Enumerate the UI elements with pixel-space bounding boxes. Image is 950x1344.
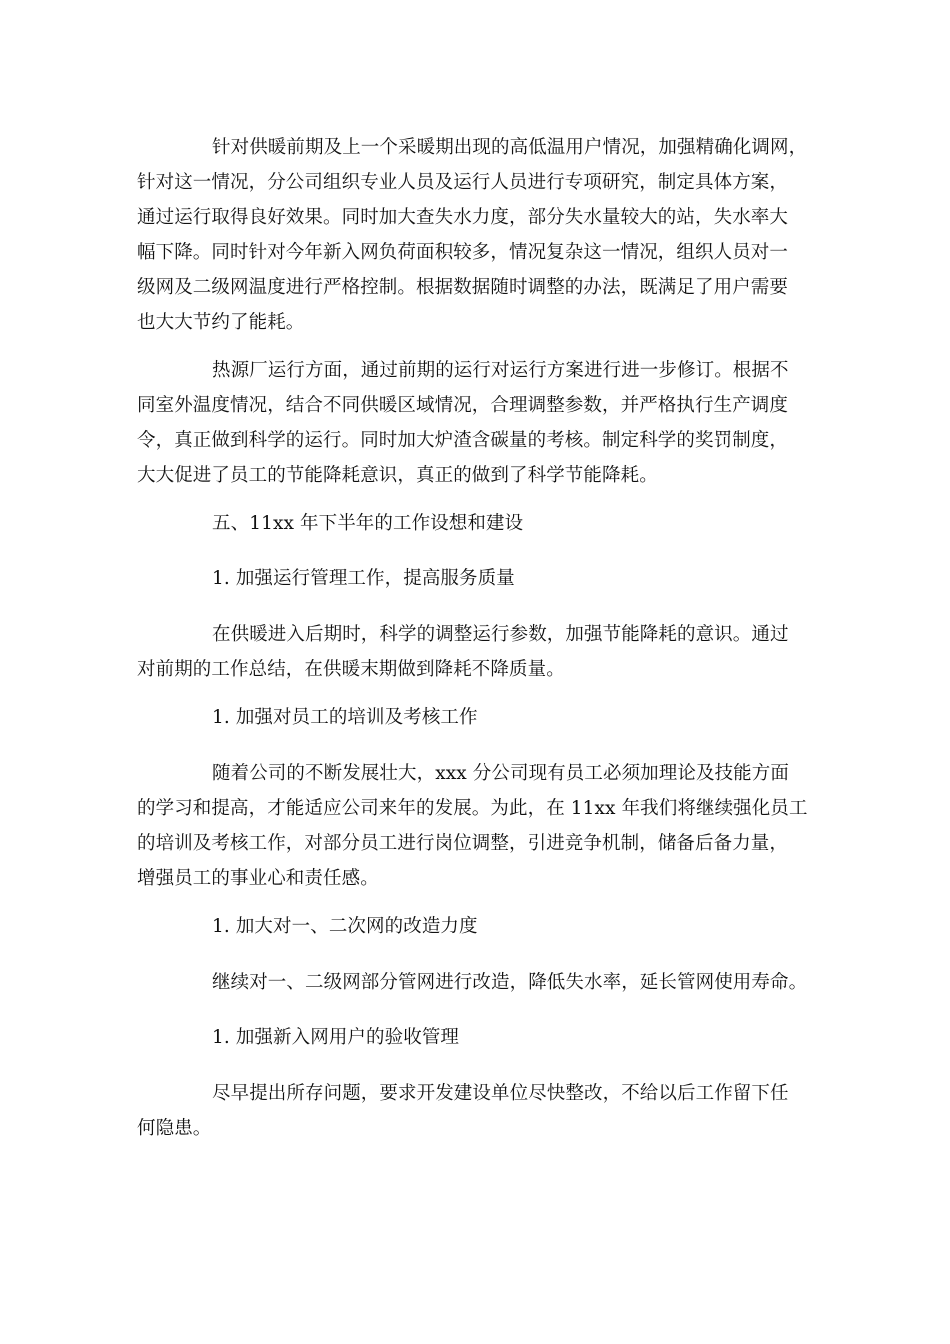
text-line: 针对这一情况，分公司组织专业人员及运行人员进行专项研究，制定具体方案， [137,172,789,193]
text-line: 同室外温度情况，结合不同供暖区域情况，合理调整参数，并严格执行生产调度 [137,395,789,416]
text-line: 在供暖进入后期时，科学的调整运行参数，加强节能降耗的意识。通过 [212,624,789,645]
text-line: 大大促进了员工的节能降耗意识，真正的做到了科学节能降耗。 [137,465,658,486]
text-line: 随着公司的不断发展壮大，xxx 分公司现有员工必须加理论及技能方面 [212,763,789,784]
section-heading: 五、11xx 年下半年的工作设想和建设 [212,513,524,534]
text-line: 级网及二级网温度进行严格控制。根据数据随时调整的办法，既满足了用户需要 [137,277,789,298]
text-line: 幅下降。同时针对今年新入网负荷面积较多，情况复杂这一情况，组织人员对一 [137,242,789,263]
text-line: 何隐患。 [137,1118,212,1139]
text-line: 的培训及考核工作，对部分员工进行岗位调整，引进竞争机制，储备后备力量， [137,833,789,854]
text-line: 尽早提出所存问题，要求开发建设单位尽快整改，不给以后工作留下任 [212,1083,789,1104]
text-line: 通过运行取得良好效果。同时加大查失水力度，部分失水量较大的站，失水率大 [137,207,789,228]
text-line: 热源厂运行方面，通过前期的运行对运行方案进行进一步修订。根据不 [212,360,789,381]
text-line: 增强员工的事业心和责任感。 [137,868,379,889]
text-line: 令，真正做到科学的运行。同时加大炉渣含碳量的考核。制定科学的奖罚制度， [137,430,789,451]
text-line: 对前期的工作总结，在供暖末期做到降耗不降质量。 [137,659,565,680]
item-heading-acceptance-management: 1. 加强新入网用户的验收管理 [212,1027,460,1048]
text-line: 的学习和提高，才能适应公司来年的发展。为此，在 11xx 年我们将继续强化员工 [137,798,808,819]
item-heading-operation-management: 1. 加强运行管理工作，提高服务质量 [212,568,515,589]
item-heading-network-renovation: 1. 加大对一、二次网的改造力度 [212,916,478,937]
paragraph-network-renovation: 继续对一、二级网部分管网进行改造，降低失水率，延长管网使用寿命。 [212,972,808,993]
item-heading-staff-training: 1. 加强对员工的培训及考核工作 [212,707,478,728]
text-line: 也大大节约了能耗。 [137,312,305,333]
text-line: 针对供暖前期及上一个采暖期出现的高低温用户情况，加强精确化调网， [212,137,808,158]
